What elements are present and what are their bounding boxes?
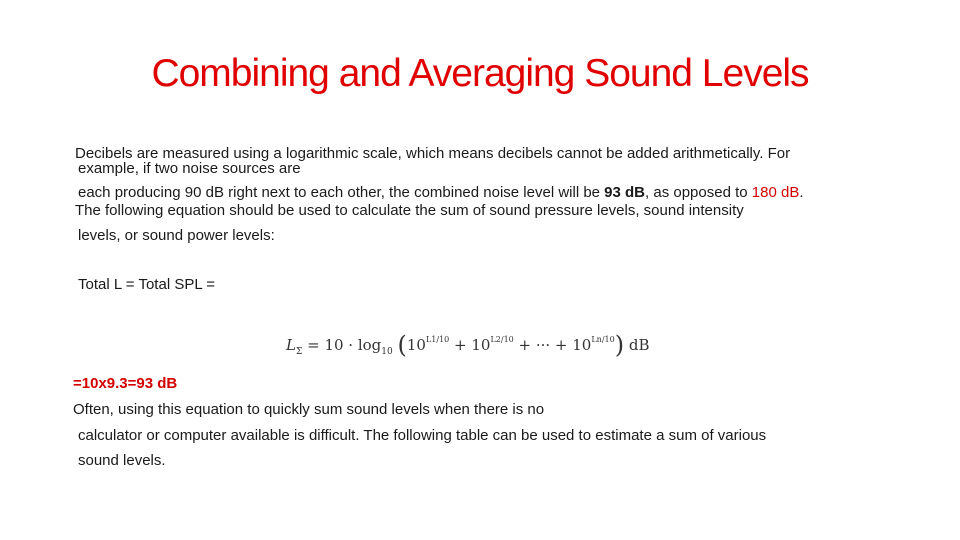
equation-log-base: 10 (381, 347, 393, 357)
term2-base: 10 (471, 336, 491, 354)
result-line (73, 375, 177, 393)
equation-lhs: L (286, 336, 296, 354)
combined-level-bold: 93 dB (604, 184, 646, 201)
para1-line3-text-b: , as opposed to (645, 184, 752, 201)
equation-equals: = 10 · log (302, 336, 382, 354)
termn-base: 10 (572, 336, 592, 354)
equation-lhs-sub: Σ (295, 347, 303, 357)
arithmetic-sum-red: 180 dB (751, 184, 800, 201)
para1-line3-text-a: each producing 90 dB right next to each other, the combined noise level will be (78, 184, 605, 201)
ellipsis-plus: + ··· + (513, 336, 573, 354)
para2-line1: Often, using this equation to quickly sum sound levels when there is no (73, 401, 545, 418)
sum-equation (286, 322, 650, 359)
para2-line3: sound levels. (78, 452, 166, 469)
para1-line3 (78, 184, 804, 202)
slide-title: Combining and Averaging Sound Levels (151, 52, 809, 95)
termn-exp: Ln/10 (591, 335, 615, 344)
result-text: =10x9.3=93 dB (73, 375, 178, 392)
left-paren: ( (397, 331, 407, 359)
total-label: Total L = Total SPL = (78, 276, 216, 293)
para1-line2: example, if two noise sources are (78, 160, 301, 177)
term1-base: 10 (406, 336, 426, 354)
term1-exp: L1/10 (425, 335, 450, 344)
equation-body (286, 331, 649, 359)
para1-line3-text-c: . (799, 184, 804, 201)
equation-unit: dB (624, 336, 650, 354)
plus-sign: + (449, 336, 472, 354)
right-paren: ) (614, 331, 625, 359)
term2-exp: L2/10 (490, 335, 514, 344)
para2-line2: calculator or computer available is difficult. The following table can be used to estimate a sum of various (78, 427, 767, 444)
para1-line1: Decibels are measured using a logarithmic scale, which means decibels cannot be added arithmetically. For (75, 145, 791, 162)
para1-line5: levels, or sound power levels: (78, 227, 275, 244)
para1-line4: The following equation should be used to calculate the sum of sound pressure levels, sound intensity (75, 202, 744, 219)
